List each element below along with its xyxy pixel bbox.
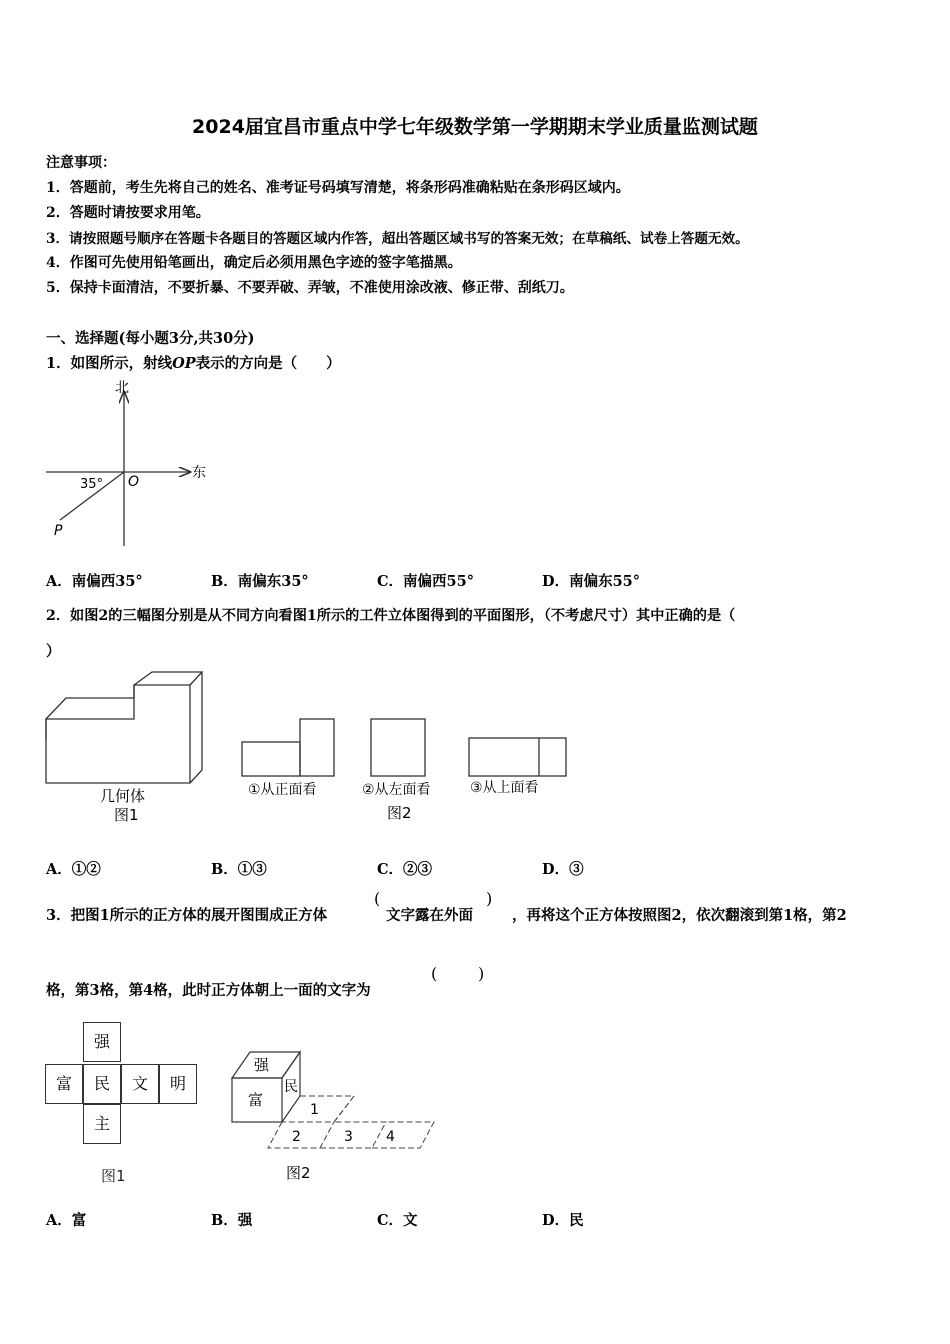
q3-paren-close: ): [486, 889, 493, 908]
q3-paren-open: (: [374, 889, 381, 908]
north-label: 北: [115, 380, 129, 396]
q3-answer-paren-open: (: [431, 964, 438, 983]
q3-option-b[interactable]: B．强: [211, 1212, 253, 1229]
cell-number: 3: [344, 1129, 353, 1145]
q3-option-d[interactable]: D．民: [542, 1212, 584, 1229]
q1-stem-part: 1．如图所示，射线: [46, 355, 173, 372]
fig1-label: 图1: [114, 806, 139, 822]
top-view: [469, 738, 566, 776]
question-3-stem-b: 文字露在外面: [386, 907, 473, 924]
east-label: 东: [192, 465, 206, 481]
q1-compass-figure: [40, 378, 220, 550]
page-title: 2024届宜昌市重点中学七年级数学第一学期期末学业质量监测试题: [192, 116, 758, 138]
q1-option-b[interactable]: B．南偏东35°: [211, 573, 309, 590]
question-3-stem-c: ，再将这个正方体按照图2，依次翻滚到第1格，第2: [512, 907, 847, 924]
note-item: 3．请按照题号顺序在答题卡各题目的答题区域内作答，超出答题区域书写的答案无效；在草稿纸、试卷上答题无效。: [46, 231, 749, 247]
net-cell: 富: [45, 1064, 83, 1104]
note-item: 2．答题时请按要求用笔。: [46, 205, 210, 221]
q3-option-c[interactable]: C．文: [377, 1212, 418, 1229]
fig2-label: 图2: [387, 804, 412, 822]
angle-label: 35°: [80, 477, 104, 492]
q1-op: OP: [172, 355, 196, 372]
left-view: [371, 719, 425, 776]
question-3-stem-d: 格，第3格，第4格，此时正方体朝上一面的文字为: [46, 982, 371, 999]
net-cell-bottom: 主: [83, 1104, 121, 1144]
cell-number: 1: [310, 1102, 319, 1118]
solid-label: 几何体: [100, 787, 146, 805]
cell-number: 2: [292, 1129, 301, 1145]
cube-side-text: 民: [284, 1079, 298, 1095]
q2-views-figure: [238, 714, 570, 824]
note-item: 5．保持卡面清洁，不要折暴、不要弄破、弄皱，不准使用涂改液、修正带、刮纸刀。: [46, 280, 574, 296]
q2-option-b[interactable]: B．①③: [211, 861, 267, 878]
note-item: 1．答题前，考生先将自己的姓名、准考证号码填写清楚，将条形码准确粘贴在条形码区域内。: [46, 180, 630, 196]
question-2-stem-end: ）: [46, 643, 61, 660]
q2-option-a[interactable]: A．①②: [46, 861, 101, 878]
point-p-label: P: [54, 523, 63, 539]
note-item: 4．作图可先使用铅笔画出，确定后必须用黑色字迹的签字笔描黑。: [46, 255, 462, 271]
q3-answer-paren-close: ): [478, 964, 485, 983]
q3-cube-figure: [228, 1046, 438, 1186]
cell-number: 4: [386, 1129, 395, 1145]
net-cell-top: 强: [83, 1022, 121, 1062]
q1-stem-part: 表示的方向是（ ）: [195, 355, 341, 372]
net-fig-label: 图1: [101, 1167, 126, 1185]
q3-option-a[interactable]: A．富: [46, 1212, 87, 1229]
question-3-stem-a: 3．把图1所示的正方体的展开图围成正方体: [46, 907, 328, 924]
notes-heading: 注意事项：: [46, 155, 116, 171]
q1-option-d[interactable]: D．南偏东55°: [542, 573, 641, 590]
question-2-stem: 2．如图2的三幅图分别是从不同方向看图1所示的工件立体图得到的平面图形，（不考虑尺寸）其中正确的是（: [46, 608, 736, 624]
q1-option-a[interactable]: A．南偏西35°: [46, 573, 143, 590]
front-view-low: [242, 742, 300, 776]
q2-option-c[interactable]: C．②③: [377, 861, 433, 878]
q1-option-c[interactable]: C．南偏西55°: [377, 573, 474, 590]
q2-solid-figure: [44, 670, 214, 822]
cube-fig-label: 图2: [286, 1164, 311, 1182]
view-1-label: ①从正面看: [248, 782, 317, 798]
solid-front-face: [46, 685, 190, 783]
view-2-label: ②从左面看: [362, 782, 431, 798]
net-cell: 民: [83, 1064, 121, 1104]
front-view-tall: [300, 719, 334, 776]
cube-front-text: 富: [248, 1091, 264, 1109]
cube-top-text: 强: [254, 1056, 270, 1074]
section-heading: 一、选择题(每小题3分,共30分): [46, 330, 255, 347]
question-1-stem: [46, 352, 341, 373]
net-cell: 文: [121, 1064, 159, 1104]
net-cell: 明: [159, 1064, 197, 1104]
view-3-label: ③从上面看: [470, 780, 539, 796]
point-o-label: O: [128, 474, 140, 490]
q2-option-d[interactable]: D．③: [542, 861, 584, 878]
